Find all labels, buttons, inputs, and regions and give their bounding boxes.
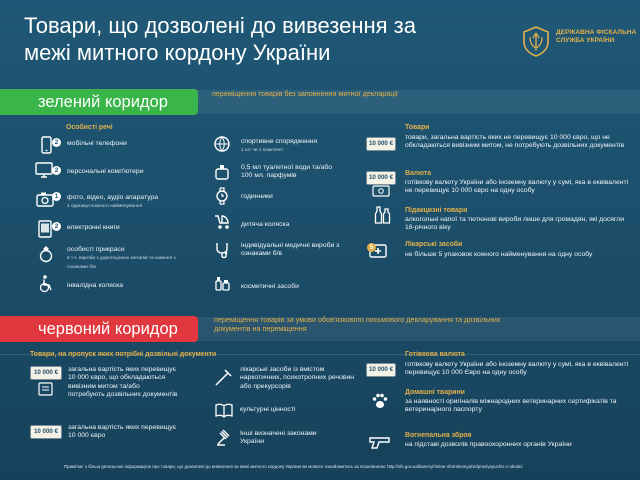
personal-items-heading: Особисті речі: [66, 124, 113, 131]
count-badge: 2: [52, 138, 61, 147]
money-badge: 10 000 €: [30, 366, 62, 380]
green-corridor-label: зелений коридор: [0, 89, 198, 115]
firearms-heading: Вогнепальна зброя: [405, 432, 472, 439]
ebooks-text: електронні книги: [67, 224, 120, 231]
pets-text: за наявності оригіналів міжнародних ветеринарних сертифікатів та ветеринарного паспорту: [405, 398, 617, 414]
sport-equipment-icon: [212, 134, 232, 154]
other-laws-text: Інші визначені законами України: [240, 430, 317, 446]
excise-text: алкогольні напої та тютюнові вироби лише для громадян, які досягли 18-річного віку: [405, 216, 625, 232]
medicines-text: не більше 5 упаковок кожного найменування на одну особу: [405, 251, 593, 258]
perfume-text: 0,5 мл туалетної води та/або 100 мл. парфумів: [241, 164, 333, 180]
banknote-icon: [372, 184, 390, 198]
cosmetics-text: косметичні засоби: [241, 283, 299, 290]
logo-text: ДЕРЖАВНА ФІСКАЛЬНА СЛУЖБА УКРАЇНИ: [556, 29, 637, 45]
pets-heading: Домашні тварини: [405, 389, 465, 396]
count-badge: 1: [52, 192, 61, 201]
watches-text: годинники: [241, 193, 273, 200]
sport-equipment-text: спортивне спорядження 1 шт чи 1 комплект: [241, 138, 318, 154]
red-corridor-subtitle: переміщення товарів за умови обов'язкового письмового декларування та дозвільних документів на переміщення: [214, 315, 501, 333]
money-badge: 10 000 €: [366, 137, 396, 151]
photo-video-text: фото, відео, аудіо апаратура 1 одиниця кожного найменування: [67, 194, 158, 210]
narcotics-text: лікарські засоби із вмістом наркотичних, психотропних речовин або прекурсорів: [240, 366, 355, 390]
wheelchair-text: інвалідна коляска: [67, 282, 124, 289]
paw-icon: [370, 391, 390, 411]
firearms-text: на підставі дозволів правоохоронних органів України: [405, 441, 572, 448]
excise-heading: Підакцизні товари: [405, 207, 468, 214]
emblem-icon: [520, 25, 552, 57]
mobile-phones-text: мобільні телефони: [67, 140, 127, 147]
count-badge: 2: [52, 222, 61, 231]
money-badge: 10 000 €: [366, 171, 396, 185]
computers-text: персональні комп'ютери: [67, 168, 144, 175]
book-icon: [214, 400, 234, 420]
permit-goods-heading: Товари, на пропуск яких потрібні дозвільні документи: [30, 351, 217, 358]
money-badge: 10 000 €: [366, 363, 396, 377]
cultural-values-text: культурні цінності: [240, 406, 296, 413]
red-corridor-label: червоний коридор: [0, 316, 198, 342]
permit-goods-text: загальна вартість яких перевищує 10 000 євро, що обкладаються вивізним митом та/або потребують дозвільних документів: [68, 366, 178, 398]
document-icon: [37, 382, 55, 396]
cash-heading: Готівкова валюта: [405, 351, 465, 358]
perfume-icon: [212, 161, 232, 181]
jewelry-icon: [36, 244, 56, 264]
syringe-icon: [214, 367, 234, 387]
count-badge: 2: [52, 166, 61, 175]
goods-text: товари, загальна вартість яких не перевищує 10 000 євро, що не обкладаються вивізним митом, не потребують дозвільних документів: [405, 134, 625, 150]
computer-icon: [34, 160, 54, 180]
cosmetics-icon: [212, 272, 232, 292]
currency-text: готівкову валюту України або іноземну валюту у сумі, яка в еквіваленті не перевищує 10 000 євро на одну особу: [405, 179, 629, 195]
wheelchair-icon: [36, 274, 56, 294]
bottles-icon: [372, 205, 392, 225]
count-badge: 5: [367, 243, 376, 252]
stroller-icon: [212, 211, 232, 231]
medical-devices-text: індивідуальні медичні вироби з ознаками б/в: [241, 242, 340, 258]
page-title: Товари, що дозволені до вивезення за межі митного кордону України: [24, 13, 416, 65]
goods-heading: Товари: [405, 124, 430, 131]
cash-text: готівкову валюту України або іноземну валюту у сумі, яка в еквіваленті перевищує 10 000 Євро на одну особу: [405, 361, 629, 377]
jewelry-text: особисті прикраси в т.ч. вироби з дорогоцінних металів та каміння з ознаками б/в: [67, 246, 176, 270]
money-badge: 10 000 €: [30, 425, 62, 439]
gavel-icon: [214, 427, 234, 447]
medical-device-icon: [212, 240, 232, 260]
stroller-text: дитяча коляска: [241, 221, 290, 228]
medicines-heading: Лікарські засоби: [405, 241, 463, 248]
watch-icon: [212, 186, 232, 206]
gun-icon: [368, 432, 392, 452]
green-corridor-subtitle: переміщення товарів без заповнення митної декларації: [212, 89, 398, 98]
footnote: Примітки: з більш детальною інформацією про товари, що дозволені до вивезення за межі митного кордону України ви можете ознайомитись за посиланням: http://sfs.gov.ua/baneryi/mitne-oformlennya/vidpravlyayuchis-z-ukraini: [64, 464, 523, 469]
over-limit-text: загальна вартість яких перевищує 10 000 євро: [68, 424, 177, 440]
currency-heading: Валюта: [405, 170, 432, 177]
